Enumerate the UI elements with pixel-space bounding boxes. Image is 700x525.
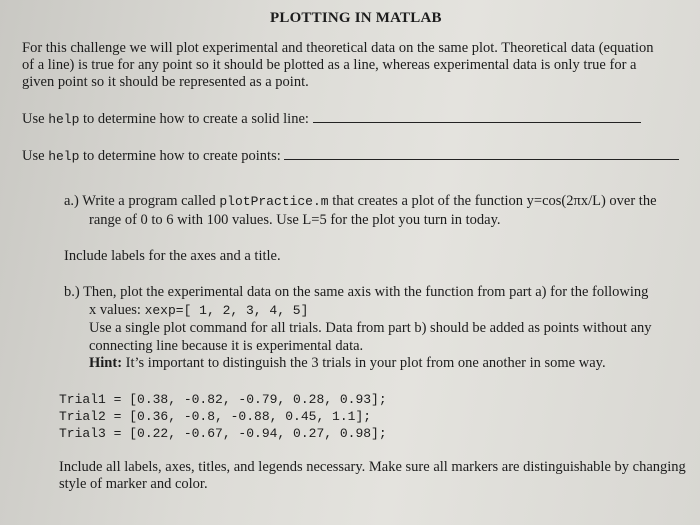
page-title: PLOTTING IN MATLAB <box>270 10 442 26</box>
part-a-labels-note: Include labels for the axes and a title. <box>64 248 281 264</box>
hint-label: Hint: <box>89 355 123 371</box>
closing-line-1: Include all labels, axes, titles, and legends necessary. Make sure all markers are distinguishable by changing <box>59 459 686 475</box>
question-points-pre: Use <box>22 148 49 164</box>
question-solid-line-text: to determine how to create a solid line: <box>79 111 309 127</box>
part-b-line-2-pre: x values: <box>89 302 145 318</box>
intro-line-2: of a line) is true for any point so it should be plotted as a line, whereas experimental data is only true for a <box>22 57 637 73</box>
trial-2-code: Trial2 = [0.36, -0.8, -0.88, 0.45, 1.1]; <box>59 409 372 424</box>
part-b-line-4: connecting line because it is experimental data. <box>89 338 364 354</box>
part-b-line-3: Use a single plot command for all trials. Data from part b) should be added as points without any <box>89 320 652 336</box>
part-a-line-2: range of 0 to 6 with 100 values. Use L=5 for the plot you turn in today. <box>89 212 501 228</box>
part-a-line-1-post: that creates a plot of the function y=cos(2πx/L) over the <box>328 193 657 209</box>
question-points-text: to determine how to create points: <box>79 148 281 164</box>
closing-line-2: style of marker and color. <box>59 476 208 492</box>
trial-3-code: Trial3 = [0.22, -0.67, -0.94, 0.27, 0.98]; <box>59 426 387 441</box>
intro-line-1: For this challenge we will plot experimental and theoretical data on the same plot. Theoretical data (equation <box>22 40 654 56</box>
part-b-line-1: b.) Then, plot the experimental data on the same axis with the function from part a) for the following <box>64 284 649 300</box>
hint-text: It’s important to distinguish the 3 trials in your plot from one another in some way. <box>122 355 606 371</box>
answer-blank-points <box>284 147 679 160</box>
help-command-1: help <box>48 112 80 127</box>
question-points <box>22 147 679 165</box>
part-b-line-2 <box>89 302 308 319</box>
part-a-filename: plotPractice.m <box>219 194 329 209</box>
question-solid-line-pre: Use <box>22 111 49 127</box>
answer-blank-solid-line <box>313 110 641 123</box>
intro-line-3: given point so it should be represented as a point. <box>22 74 309 90</box>
part-a-line-1-pre: a.) Write a program called <box>64 193 220 209</box>
question-solid-line <box>22 110 641 128</box>
trial-1-code: Trial1 = [0.38, -0.82, -0.79, 0.28, 0.93]; <box>59 392 387 407</box>
help-command-2: help <box>48 149 80 164</box>
xexp-code: xexp=[ 1, 2, 3, 4, 5] <box>144 303 309 318</box>
part-b-hint <box>89 355 606 372</box>
part-a-line-1 <box>64 193 657 210</box>
